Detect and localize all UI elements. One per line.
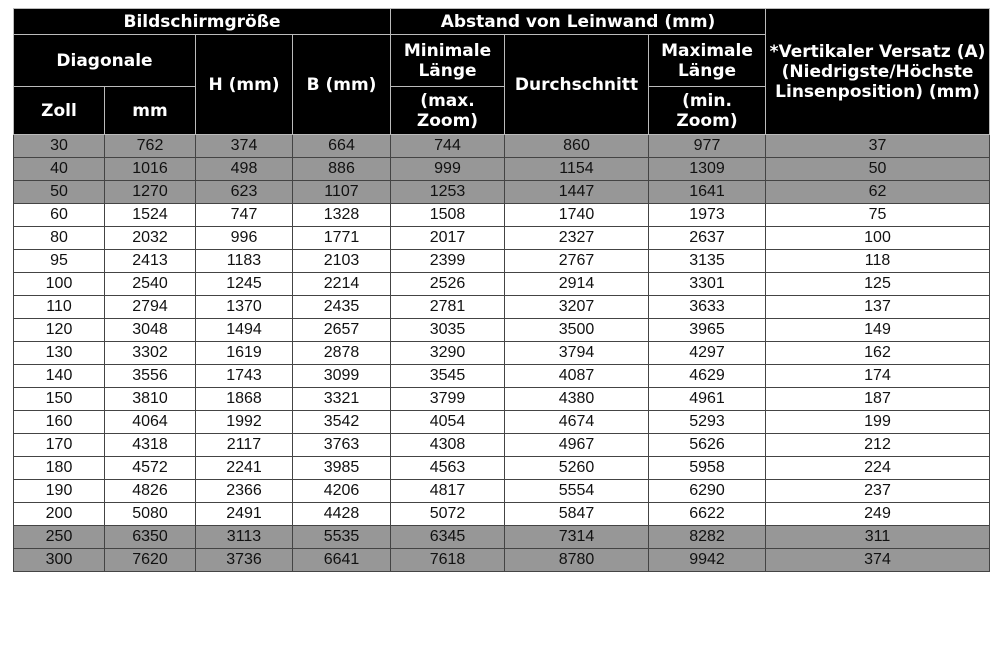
table-body (14, 135, 990, 572)
cell-min-length: 999 (391, 158, 505, 181)
cell-min-length: 4563 (391, 457, 505, 480)
cell-inch: 190 (14, 480, 105, 503)
cell-width: 3763 (293, 434, 391, 457)
cell-vertical-offset: 37 (766, 135, 990, 158)
cell-vertical-offset: 100 (766, 227, 990, 250)
cell-min-length: 3290 (391, 342, 505, 365)
table-row (14, 204, 990, 227)
cell-inch: 200 (14, 503, 105, 526)
cell-mm: 4572 (105, 457, 196, 480)
cell-vertical-offset: 137 (766, 296, 990, 319)
cell-width: 2435 (293, 296, 391, 319)
cell-height: 1370 (196, 296, 293, 319)
cell-height: 996 (196, 227, 293, 250)
cell-width: 664 (293, 135, 391, 158)
header-max-length: Maximale Länge (649, 35, 766, 87)
table-row (14, 342, 990, 365)
cell-min-length: 1508 (391, 204, 505, 227)
cell-vertical-offset: 118 (766, 250, 990, 273)
cell-max-length: 3965 (649, 319, 766, 342)
cell-mm: 3048 (105, 319, 196, 342)
cell-width: 1107 (293, 181, 391, 204)
cell-min-length: 1253 (391, 181, 505, 204)
cell-height: 1183 (196, 250, 293, 273)
cell-width: 1328 (293, 204, 391, 227)
header-height: H (mm) (196, 35, 293, 135)
cell-height: 747 (196, 204, 293, 227)
header-diagonal: Diagonale (14, 35, 196, 87)
cell-max-length: 1973 (649, 204, 766, 227)
cell-height: 498 (196, 158, 293, 181)
cell-average: 4674 (505, 411, 649, 434)
header-screen-size: Bildschirmgröße (14, 9, 391, 35)
cell-min-length: 4054 (391, 411, 505, 434)
cell-mm: 4826 (105, 480, 196, 503)
cell-average: 7314 (505, 526, 649, 549)
table-row (14, 135, 990, 158)
cell-inch: 120 (14, 319, 105, 342)
cell-min-length: 4308 (391, 434, 505, 457)
cell-average: 860 (505, 135, 649, 158)
cell-average: 3207 (505, 296, 649, 319)
table-row (14, 526, 990, 549)
cell-vertical-offset: 75 (766, 204, 990, 227)
table-row (14, 158, 990, 181)
table-row (14, 457, 990, 480)
header-min-length: Minimale Länge (391, 35, 505, 87)
cell-vertical-offset: 199 (766, 411, 990, 434)
cell-min-length: 3799 (391, 388, 505, 411)
table-row (14, 319, 990, 342)
cell-average: 4380 (505, 388, 649, 411)
cell-max-length: 2637 (649, 227, 766, 250)
cell-height: 1245 (196, 273, 293, 296)
cell-vertical-offset: 162 (766, 342, 990, 365)
cell-min-length: 2017 (391, 227, 505, 250)
cell-height: 1494 (196, 319, 293, 342)
cell-vertical-offset: 62 (766, 181, 990, 204)
cell-height: 623 (196, 181, 293, 204)
cell-vertical-offset: 125 (766, 273, 990, 296)
cell-max-length: 4961 (649, 388, 766, 411)
table-row (14, 388, 990, 411)
cell-height: 2491 (196, 503, 293, 526)
header-min-zoom: (min. Zoom) (649, 87, 766, 135)
cell-height: 2366 (196, 480, 293, 503)
cell-average: 3794 (505, 342, 649, 365)
cell-average: 8780 (505, 549, 649, 572)
cell-max-length: 5626 (649, 434, 766, 457)
table-row (14, 273, 990, 296)
cell-average: 1154 (505, 158, 649, 181)
cell-min-length: 744 (391, 135, 505, 158)
table-row (14, 480, 990, 503)
cell-inch: 130 (14, 342, 105, 365)
cell-inch: 50 (14, 181, 105, 204)
table-row (14, 434, 990, 457)
cell-mm: 2794 (105, 296, 196, 319)
cell-max-length: 5293 (649, 411, 766, 434)
cell-height: 3113 (196, 526, 293, 549)
cell-inch: 30 (14, 135, 105, 158)
cell-average: 5554 (505, 480, 649, 503)
cell-height: 1992 (196, 411, 293, 434)
cell-inch: 160 (14, 411, 105, 434)
cell-inch: 100 (14, 273, 105, 296)
cell-max-length: 6622 (649, 503, 766, 526)
cell-mm: 1270 (105, 181, 196, 204)
cell-vertical-offset: 174 (766, 365, 990, 388)
cell-min-length: 3035 (391, 319, 505, 342)
cell-mm: 1524 (105, 204, 196, 227)
cell-inch: 60 (14, 204, 105, 227)
cell-mm: 4064 (105, 411, 196, 434)
cell-average: 1740 (505, 204, 649, 227)
header-average: Durchschnitt (505, 35, 649, 135)
cell-height: 2241 (196, 457, 293, 480)
cell-height: 3736 (196, 549, 293, 572)
header-mm: mm (105, 87, 196, 135)
header-width: B (mm) (293, 35, 391, 135)
cell-min-length: 5072 (391, 503, 505, 526)
table-row (14, 503, 990, 526)
cell-mm: 2540 (105, 273, 196, 296)
cell-width: 6641 (293, 549, 391, 572)
table-row (14, 227, 990, 250)
cell-min-length: 7618 (391, 549, 505, 572)
cell-min-length: 6345 (391, 526, 505, 549)
cell-min-length: 4817 (391, 480, 505, 503)
cell-max-length: 4297 (649, 342, 766, 365)
cell-average: 5260 (505, 457, 649, 480)
cell-max-length: 3135 (649, 250, 766, 273)
cell-average: 3500 (505, 319, 649, 342)
header-distance: Abstand von Leinwand (mm) (391, 9, 766, 35)
cell-average: 1447 (505, 181, 649, 204)
cell-inch: 110 (14, 296, 105, 319)
cell-height: 1868 (196, 388, 293, 411)
cell-average: 2327 (505, 227, 649, 250)
cell-height: 2117 (196, 434, 293, 457)
cell-inch: 140 (14, 365, 105, 388)
table-row (14, 549, 990, 572)
cell-min-length: 2781 (391, 296, 505, 319)
cell-vertical-offset: 187 (766, 388, 990, 411)
cell-width: 3321 (293, 388, 391, 411)
cell-max-length: 8282 (649, 526, 766, 549)
cell-min-length: 2399 (391, 250, 505, 273)
cell-height: 374 (196, 135, 293, 158)
cell-average: 4967 (505, 434, 649, 457)
cell-mm: 1016 (105, 158, 196, 181)
cell-max-length: 9942 (649, 549, 766, 572)
projection-distance-table (13, 8, 990, 572)
cell-mm: 7620 (105, 549, 196, 572)
header-max-zoom: (max. Zoom) (391, 87, 505, 135)
table-row (14, 411, 990, 434)
table-header (14, 9, 990, 135)
cell-mm: 5080 (105, 503, 196, 526)
cell-inch: 170 (14, 434, 105, 457)
cell-inch: 250 (14, 526, 105, 549)
cell-height: 1743 (196, 365, 293, 388)
cell-mm: 2032 (105, 227, 196, 250)
cell-vertical-offset: 374 (766, 549, 990, 572)
cell-vertical-offset: 237 (766, 480, 990, 503)
cell-vertical-offset: 212 (766, 434, 990, 457)
cell-mm: 3556 (105, 365, 196, 388)
cell-mm: 4318 (105, 434, 196, 457)
cell-inch: 180 (14, 457, 105, 480)
cell-width: 4428 (293, 503, 391, 526)
cell-inch: 40 (14, 158, 105, 181)
cell-width: 4206 (293, 480, 391, 503)
cell-width: 2657 (293, 319, 391, 342)
cell-vertical-offset: 50 (766, 158, 990, 181)
cell-min-length: 3545 (391, 365, 505, 388)
cell-width: 3542 (293, 411, 391, 434)
cell-width: 2103 (293, 250, 391, 273)
cell-average: 4087 (505, 365, 649, 388)
cell-inch: 150 (14, 388, 105, 411)
cell-width: 3099 (293, 365, 391, 388)
cell-max-length: 3633 (649, 296, 766, 319)
cell-average: 2914 (505, 273, 649, 296)
header-inch: Zoll (14, 87, 105, 135)
cell-width: 3985 (293, 457, 391, 480)
cell-mm: 3810 (105, 388, 196, 411)
table-row (14, 250, 990, 273)
cell-max-length: 1309 (649, 158, 766, 181)
cell-max-length: 4629 (649, 365, 766, 388)
cell-average: 5847 (505, 503, 649, 526)
table-row (14, 296, 990, 319)
cell-mm: 2413 (105, 250, 196, 273)
cell-mm: 6350 (105, 526, 196, 549)
cell-height: 1619 (196, 342, 293, 365)
cell-width: 5535 (293, 526, 391, 549)
cell-vertical-offset: 311 (766, 526, 990, 549)
projection-table-container (13, 8, 989, 572)
cell-mm: 762 (105, 135, 196, 158)
cell-vertical-offset: 149 (766, 319, 990, 342)
cell-vertical-offset: 224 (766, 457, 990, 480)
cell-vertical-offset: 249 (766, 503, 990, 526)
table-row (14, 365, 990, 388)
cell-inch: 80 (14, 227, 105, 250)
cell-max-length: 3301 (649, 273, 766, 296)
cell-max-length: 1641 (649, 181, 766, 204)
header-vertical-offset: *Vertikaler Versatz (A) (Niedrigste/Höchste Linsenposition) (mm) (766, 9, 990, 135)
cell-average: 2767 (505, 250, 649, 273)
cell-inch: 95 (14, 250, 105, 273)
cell-max-length: 977 (649, 135, 766, 158)
table-row (14, 181, 990, 204)
cell-inch: 300 (14, 549, 105, 572)
cell-width: 1771 (293, 227, 391, 250)
cell-mm: 3302 (105, 342, 196, 365)
cell-max-length: 5958 (649, 457, 766, 480)
cell-min-length: 2526 (391, 273, 505, 296)
cell-width: 886 (293, 158, 391, 181)
cell-width: 2878 (293, 342, 391, 365)
cell-max-length: 6290 (649, 480, 766, 503)
cell-width: 2214 (293, 273, 391, 296)
